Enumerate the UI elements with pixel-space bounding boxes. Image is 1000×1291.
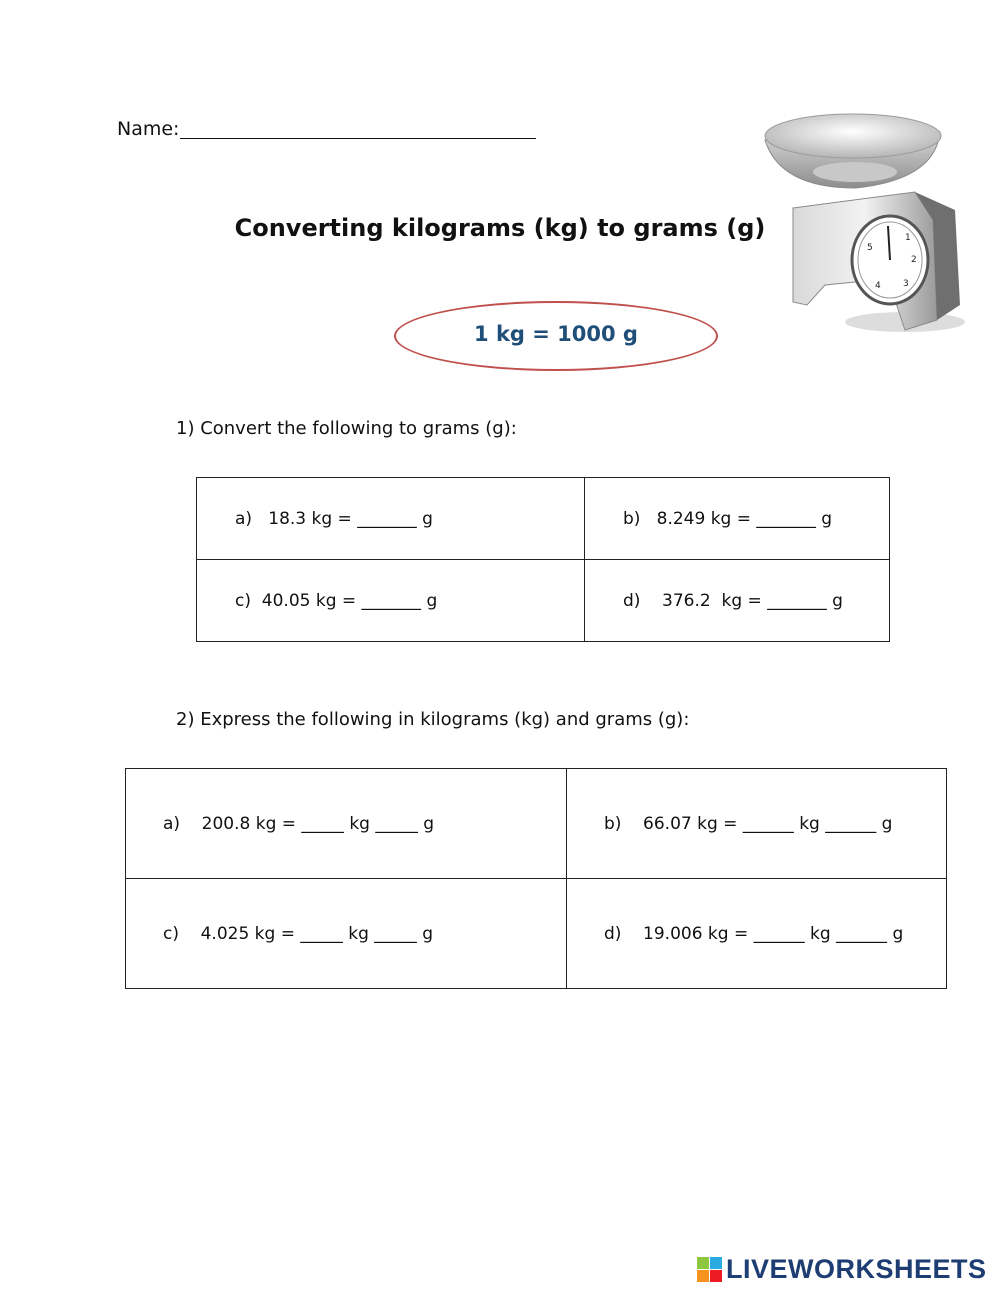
q2-item-b: b) 66.07 kg = ______ kg ______ g	[604, 813, 893, 834]
liveworksheets-logo	[697, 1254, 987, 1285]
svg-text:2: 2	[911, 255, 917, 265]
table-row	[126, 879, 947, 989]
q1-item-d: d) 376.2 kg = _______ g	[623, 590, 843, 611]
q2-item-d: d) 19.006 kg = ______ kg ______ g	[604, 923, 904, 944]
q1-item-b: b) 8.249 kg = _______ g	[623, 508, 833, 529]
q1-cell-a[interactable]	[197, 478, 585, 560]
name-label: Name:	[117, 118, 180, 140]
table-row	[197, 478, 890, 560]
liveworksheets-logo-icon	[697, 1257, 723, 1283]
conversion-fact: 1 kg = 1000 g	[474, 322, 638, 346]
svg-text:5: 5	[867, 243, 873, 253]
q2-item-a: a) 200.8 kg = _____ kg _____ g	[163, 813, 435, 834]
svg-text:1: 1	[905, 233, 911, 243]
table-row	[197, 560, 890, 642]
q2-cell-b[interactable]	[567, 769, 947, 879]
q2-cell-a[interactable]	[126, 769, 567, 879]
q2-cell-d[interactable]	[567, 879, 947, 989]
question-1-table	[196, 477, 890, 642]
q1-item-a: a) 18.3 kg = _______ g	[235, 508, 433, 529]
table-row	[126, 769, 947, 879]
name-answer-line[interactable]	[180, 138, 536, 139]
q1-cell-b[interactable]	[585, 478, 890, 560]
worksheet-title: Converting kilograms (kg) to grams (g)	[234, 214, 766, 242]
question-2: 2) Express the following in kilograms (kg) and grams (g):	[176, 709, 690, 730]
q2-cell-c[interactable]	[126, 879, 567, 989]
svg-text:4: 4	[875, 281, 881, 291]
svg-text:3: 3	[903, 279, 909, 289]
kitchen-scale-image	[755, 100, 970, 345]
question-1: 1) Convert the following to grams (g):	[176, 418, 517, 439]
q2-item-c: c) 4.025 kg = _____ kg _____ g	[163, 923, 433, 944]
q1-item-c: c) 40.05 kg = _______ g	[235, 590, 438, 611]
question-2-table	[125, 768, 947, 989]
liveworksheets-logo-text: LIVEWORKSHEETS	[726, 1254, 987, 1284]
q1-cell-d[interactable]	[585, 560, 890, 642]
q1-cell-c[interactable]	[197, 560, 585, 642]
